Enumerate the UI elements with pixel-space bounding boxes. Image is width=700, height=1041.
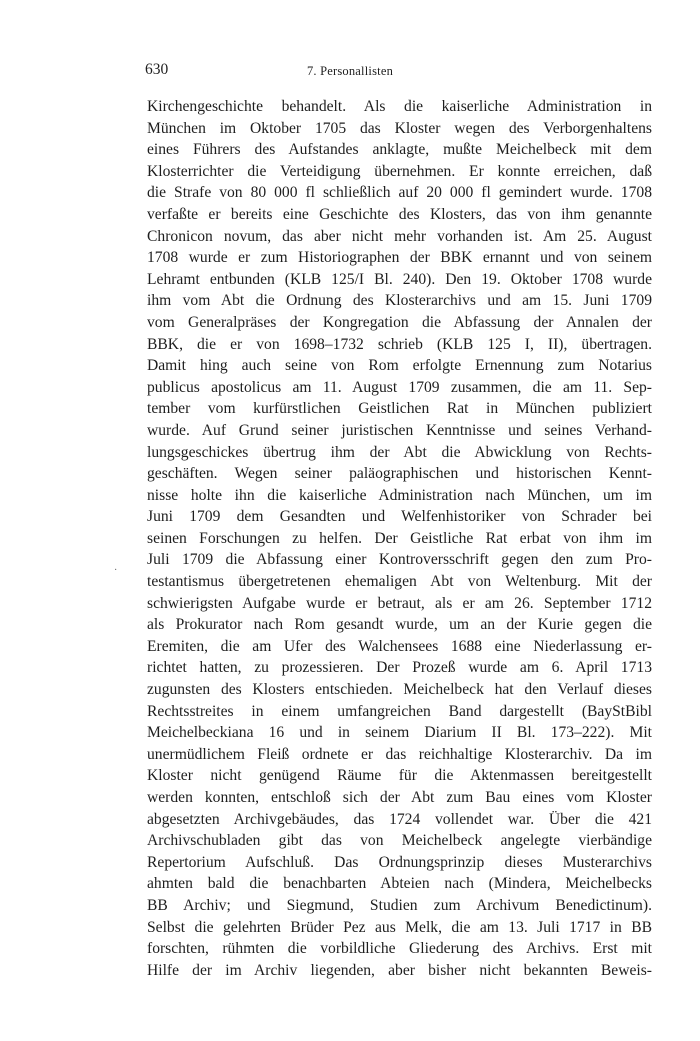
text-line: Eremiten, die am Ufer des Walchensees 1688 eine Niederlassung er- bbox=[147, 637, 652, 655]
body-text bbox=[147, 96, 652, 981]
text-line: abgesetzten Archivgebäudes, das 1724 vollendet war. Über die 421 bbox=[147, 810, 652, 828]
page-number: 630 bbox=[145, 61, 169, 78]
text-line: die Strafe von 80 000 fl schließlich auf 20 000 fl gemindert wurde. 1708 bbox=[147, 184, 652, 202]
text-line: Kloster nicht genügend Räume für die Aktenmassen bereitgestellt bbox=[147, 767, 652, 785]
text-line: Juni 1709 dem Gesandten und Welfenhistoriker von Schrader bei bbox=[147, 508, 652, 526]
text-line: unermüdlichem Fleiß ordnete er das reichhaltige Klosterarchiv. Da im bbox=[147, 745, 652, 763]
text-line: ihm vom Abt die Ordnung des Klosterarchivs und am 15. Juni 1709 bbox=[147, 292, 652, 310]
text-line: 1708 wurde er zum Historiographen der BBK ernannt und von seinem bbox=[147, 249, 652, 267]
text-line: zugunsten des Klosters entschieden. Meichelbeck hat den Verlauf dieses bbox=[147, 681, 652, 699]
margin-mark: · bbox=[114, 565, 118, 576]
text-line: BBK, die er von 1698–1732 schrieb (KLB 125 I, II), übertragen. bbox=[147, 335, 652, 353]
text-line: München im Oktober 1705 das Kloster wegen des Verborgenhaltens bbox=[147, 119, 652, 137]
text-line: werden konnten, entschloß sich der Abt zum Bau eines vom Kloster bbox=[147, 789, 652, 806]
text-line: wurde. Auf Grund seiner juristischen Kenntnisse und seines Verhand- bbox=[147, 421, 652, 439]
text-line: Rechtsstreites in einem umfangreichen Band dargestellt (BayStBibl bbox=[147, 702, 652, 720]
text-line: Damit hing auch seine von Rom erfolgte Ernennung zum Notarius bbox=[147, 357, 652, 375]
text-line: Chronicon novum, das aber nicht mehr vorhanden ist. Am 25. August bbox=[147, 227, 652, 245]
text-line: Lehramt entbunden (KLB 125/I Bl. 240). Den 19. Oktober 1708 wurde bbox=[147, 270, 652, 288]
text-line: geschäften. Wegen seiner paläographischen und historischen Kennt- bbox=[147, 465, 652, 483]
text-line: verfaßte er bereits eine Geschichte des Klosters, das von ihm genannte bbox=[147, 205, 652, 223]
text-line: Juli 1709 die Abfassung einer Kontroversschrift gegen den zum Pro- bbox=[147, 551, 652, 569]
text-line: ahmten bald die benachbarten Abteien nach (Mindera, Meichelbecks bbox=[147, 875, 652, 893]
text-line: publicus apostolicus am 11. August 1709 zusammen, die am 11. Sep- bbox=[147, 378, 652, 396]
text-line: als Prokurator nach Rom gesandt wurde, um an der Kurie gegen die bbox=[147, 616, 652, 634]
text-line: Klosterrichter die Verteidigung übernehmen. Er konnte erreichen, daß bbox=[147, 162, 652, 180]
text-line: seinen Forschungen zu helfen. Der Geistliche Rat erbat von ihm im bbox=[147, 529, 652, 547]
text-line: BB Archiv; und Siegmund, Studien zum Archivum Benedictinum). bbox=[147, 896, 652, 914]
text-line: tember vom kurfürstlichen Geistlichen Rat in München publiziert bbox=[147, 400, 652, 418]
text-line: Kirchengeschichte behandelt. Als die kaiserliche Administration in bbox=[147, 98, 652, 115]
text-line: testantismus übergetretenen ehemaligen Abt von Weltenburg. Mit der bbox=[147, 573, 652, 591]
text-line: Repertorium Aufschluß. Das Ordnungsprinzip dieses Musterarchivs bbox=[147, 853, 652, 871]
text-line: Meichelbeckiana 16 und in seinem Diarium II Bl. 173–222). Mit bbox=[147, 724, 652, 742]
text-line: Archivschubladen gibt das von Meichelbeck angelegte vierbändige bbox=[147, 832, 652, 850]
text-line: schwierigsten Aufgabe wurde er betraut, als er am 26. September 1712 bbox=[147, 594, 652, 612]
text-line: lungsgeschickes übertrug ihm der Abt die Abwicklung von Rechts- bbox=[147, 443, 652, 461]
text-line: Selbst die gelehrten Brüder Pez aus Melk, die am 13. Juli 1717 in BB bbox=[147, 918, 652, 936]
text-line: richtet hatten, zu prozessieren. Der Prozeß wurde am 6. April 1713 bbox=[147, 659, 652, 677]
text-line: forschten, rühmten die vorbildliche Gliederung des Archivs. Erst mit bbox=[147, 940, 652, 958]
text-line: nisse holte ihn die kaiserliche Administration nach München, um im bbox=[147, 486, 652, 504]
text-line: Hilfe der im Archiv liegenden, aber bisher nicht bekannten Beweis- bbox=[147, 961, 652, 979]
text-line: vom Generalpräses der Kongregation die Abfassung der Annalen der bbox=[147, 313, 652, 331]
running-head: 7. Personallisten bbox=[306, 64, 394, 78]
text-line: eines Führers des Aufstandes anklagte, mußte Meichelbeck mit dem bbox=[147, 141, 652, 159]
